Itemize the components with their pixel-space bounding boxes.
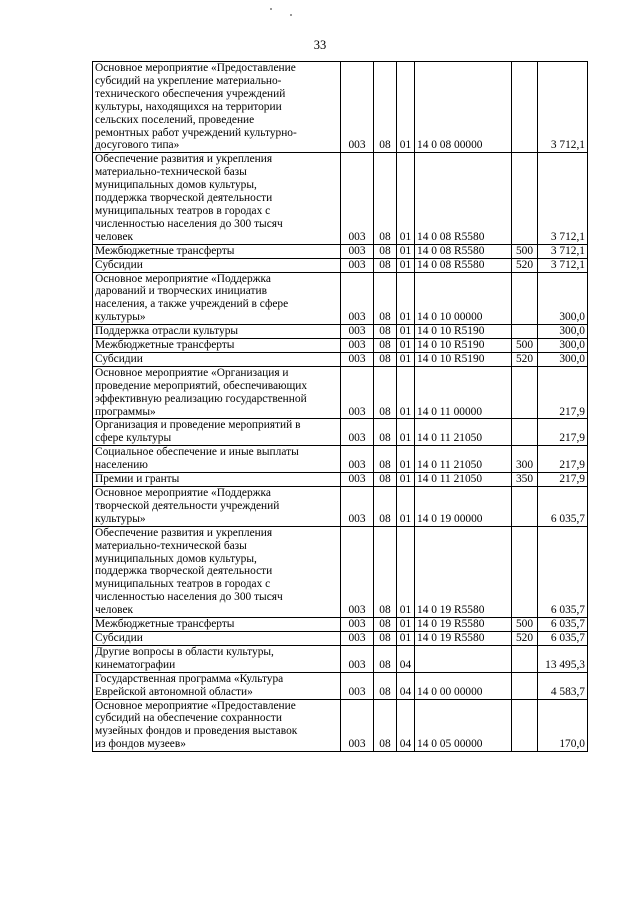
row-description [93, 631, 341, 645]
table-row [93, 526, 588, 617]
admin-code-cell: 003 [341, 473, 374, 487]
admin-code-cell: 003 [341, 352, 374, 366]
section-code-cell: 08 [374, 62, 397, 153]
description-line: муниципальных театров в городах с [95, 578, 271, 591]
admin-code-cell: 003 [341, 258, 374, 272]
target-article-cell: 14 0 11 21050 [415, 473, 512, 487]
description-line: Государственная программа «Культура [95, 672, 284, 685]
amount-cell: 300,0 [538, 339, 588, 353]
amount-cell: 13 495,3 [538, 645, 588, 672]
description-line: Основное мероприятие «Организация и [95, 366, 289, 379]
description-line: численностью населения до 300 тысяч [95, 591, 283, 604]
subsection-code-cell: 01 [397, 244, 415, 258]
subsection-code-cell: 01 [397, 487, 415, 527]
amount-cell: 300,0 [538, 325, 588, 339]
admin-code-cell: 003 [341, 272, 374, 325]
subsection-code-cell: 01 [397, 473, 415, 487]
section-code-cell: 08 [374, 672, 397, 699]
section-code-cell: 08 [374, 153, 397, 244]
expense-type-cell: 500 [512, 244, 538, 258]
subsection-code-cell: 01 [397, 526, 415, 617]
target-article-cell: 14 0 08 00000 [415, 62, 512, 153]
row-description [93, 153, 341, 244]
table-row [93, 352, 588, 366]
expense-type-cell [512, 526, 538, 617]
expense-type-cell: 520 [512, 631, 538, 645]
description-line: численностью населения до 300 тысяч [95, 217, 283, 230]
description-line: поддержка творческой деятельности [95, 192, 273, 205]
section-code-cell: 08 [374, 325, 397, 339]
row-description [93, 618, 341, 632]
expense-type-cell: 520 [512, 258, 538, 272]
section-code-cell: 08 [374, 339, 397, 353]
admin-code-cell: 003 [341, 339, 374, 353]
description-line: Организация и проведение мероприятий в [95, 419, 301, 432]
amount-cell: 3 712,1 [538, 62, 588, 153]
subsection-code-cell: 01 [397, 366, 415, 419]
description-line: из фондов музеев» [95, 738, 186, 751]
subsection-code-cell: 01 [397, 446, 415, 473]
table-row [93, 618, 588, 632]
description-line: музейных фондов и проведения выставок [95, 725, 298, 738]
section-code-cell: 08 [374, 366, 397, 419]
description-line: Обеспечение развития и укрепления [95, 526, 273, 539]
table-row [93, 446, 588, 473]
amount-cell: 217,9 [538, 473, 588, 487]
description-line: Обеспечение развития и укрепления [95, 153, 273, 166]
admin-code-cell: 003 [341, 325, 374, 339]
description-line: Основное мероприятие «Предоставление [95, 699, 296, 712]
row-description [93, 62, 341, 153]
subsection-code-cell: 04 [397, 699, 415, 752]
section-code-cell: 08 [374, 631, 397, 645]
description-line: Субсидии [95, 352, 143, 365]
target-article-cell: 14 0 10 00000 [415, 272, 512, 325]
amount-cell: 217,9 [538, 446, 588, 473]
row-description [93, 526, 341, 617]
section-code-cell: 08 [374, 487, 397, 527]
table-row [93, 672, 588, 699]
row-description [93, 352, 341, 366]
description-line: творческой деятельности учреждений [95, 499, 280, 512]
admin-code-cell: 003 [341, 526, 374, 617]
target-article-cell: 14 0 08 R5580 [415, 258, 512, 272]
admin-code-cell: 003 [341, 244, 374, 258]
target-article-cell: 14 0 10 R5190 [415, 339, 512, 353]
amount-cell: 3 712,1 [538, 153, 588, 244]
table-row [93, 153, 588, 244]
description-line: человек [95, 604, 134, 617]
description-line: материально-технической базы [95, 539, 247, 552]
expense-type-cell [512, 699, 538, 752]
expense-type-cell: 520 [512, 352, 538, 366]
description-line: Субсидии [95, 258, 143, 271]
amount-cell: 6 035,7 [538, 526, 588, 617]
description-line: поддержка творческой деятельности [95, 565, 273, 578]
amount-cell: 4 583,7 [538, 672, 588, 699]
subsection-code-cell: 01 [397, 419, 415, 446]
description-line: Социальное обеспечение и иные выплаты [95, 446, 299, 459]
expense-type-cell [512, 645, 538, 672]
description-line: Межбюджетные трансферты [95, 618, 235, 631]
row-description [93, 258, 341, 272]
target-article-cell: 14 0 05 00000 [415, 699, 512, 752]
description-line: населению [95, 459, 148, 472]
target-article-cell: 14 0 00 00000 [415, 672, 512, 699]
description-line: Основное мероприятие «Поддержка [95, 272, 271, 285]
admin-code-cell: 003 [341, 699, 374, 752]
admin-code-cell: 003 [341, 487, 374, 527]
amount-cell: 217,9 [538, 366, 588, 419]
section-code-cell: 08 [374, 699, 397, 752]
expense-type-cell [512, 153, 538, 244]
expense-type-cell [512, 487, 538, 527]
subsection-code-cell: 01 [397, 631, 415, 645]
description-line: эффективную реализацию государственной [95, 392, 307, 405]
description-line: программы» [95, 405, 156, 418]
target-article-cell: 14 0 19 R5580 [415, 526, 512, 617]
description-line: населения, а также учреждений в сфере [95, 298, 289, 311]
row-description [93, 473, 341, 487]
section-code-cell: 08 [374, 258, 397, 272]
section-code-cell: 08 [374, 526, 397, 617]
expense-type-cell [512, 672, 538, 699]
page-number: 33 [313, 38, 327, 52]
description-line: технического обеспечения учреждений [95, 87, 286, 100]
target-article-cell: 14 0 11 21050 [415, 446, 512, 473]
row-description [93, 672, 341, 699]
target-article-cell: 14 0 10 R5190 [415, 352, 512, 366]
amount-cell: 217,9 [538, 419, 588, 446]
target-article-cell: 14 0 10 R5190 [415, 325, 512, 339]
section-code-cell: 08 [374, 645, 397, 672]
expense-type-cell: 500 [512, 618, 538, 632]
description-line: муниципальных домов культуры, [95, 552, 257, 565]
table-row [93, 62, 588, 153]
description-line: Премии и гранты [95, 473, 180, 486]
description-line: дарований и творческих инициатив [95, 285, 267, 298]
subsection-code-cell: 01 [397, 618, 415, 632]
description-line: Другие вопросы в области культуры, [95, 645, 274, 658]
description-line: кинематографии [95, 658, 176, 671]
target-article-cell: 14 0 19 00000 [415, 487, 512, 527]
description-line: Межбюджетные трансферты [95, 339, 235, 352]
description-line: Основное мероприятие «Поддержка [95, 487, 271, 499]
subsection-code-cell: 01 [397, 325, 415, 339]
description-line: культуры» [95, 311, 146, 324]
admin-code-cell: 003 [341, 446, 374, 473]
subsection-code-cell: 01 [397, 352, 415, 366]
table-row [93, 487, 588, 527]
row-description [93, 487, 341, 527]
expense-type-cell [512, 272, 538, 325]
amount-cell: 3 712,1 [538, 258, 588, 272]
admin-code-cell: 003 [341, 672, 374, 699]
section-code-cell: 08 [374, 419, 397, 446]
table-row [93, 272, 588, 325]
description-line: Основное мероприятие «Предоставление [95, 62, 296, 74]
amount-cell: 170,0 [538, 699, 588, 752]
subsection-code-cell: 01 [397, 153, 415, 244]
subsection-code-cell: 04 [397, 672, 415, 699]
table-row [93, 339, 588, 353]
table-row [93, 258, 588, 272]
description-line: материально-технической базы [95, 166, 247, 179]
scan-speck [290, 14, 292, 16]
subsection-code-cell: 04 [397, 645, 415, 672]
description-line: сфере культуры [95, 432, 172, 445]
subsection-code-cell: 01 [397, 62, 415, 153]
admin-code-cell: 003 [341, 645, 374, 672]
admin-code-cell: 003 [341, 366, 374, 419]
admin-code-cell: 003 [341, 419, 374, 446]
subsection-code-cell: 01 [397, 339, 415, 353]
description-line: Еврейской автономной области» [95, 685, 253, 698]
row-description [93, 419, 341, 446]
admin-code-cell: 003 [341, 153, 374, 244]
amount-cell: 300,0 [538, 352, 588, 366]
description-line: проведение мероприятий, обеспечивающих [95, 379, 308, 392]
row-description [93, 244, 341, 258]
target-article-cell: 14 0 11 21050 [415, 419, 512, 446]
table-row [93, 325, 588, 339]
description-line: муниципальных театров в городах с [95, 204, 271, 217]
row-description [93, 366, 341, 419]
table-row [93, 473, 588, 487]
expense-type-cell: 500 [512, 339, 538, 353]
expense-type-cell [512, 325, 538, 339]
description-line: субсидий на обеспечение сохранности [95, 712, 282, 725]
row-description [93, 446, 341, 473]
target-article-cell: 14 0 19 R5580 [415, 631, 512, 645]
admin-code-cell: 003 [341, 618, 374, 632]
row-description [93, 325, 341, 339]
table-row [93, 419, 588, 446]
target-article-cell: 14 0 11 00000 [415, 366, 512, 419]
subsection-code-cell: 01 [397, 258, 415, 272]
description-line: сельских поселений, проведение [95, 113, 255, 126]
section-code-cell: 08 [374, 244, 397, 258]
row-description [93, 699, 341, 752]
target-article-cell [415, 645, 512, 672]
description-line: досугового типа» [95, 139, 180, 152]
admin-code-cell: 003 [341, 62, 374, 153]
table-row [93, 631, 588, 645]
section-code-cell: 08 [374, 446, 397, 473]
description-line: Субсидии [95, 631, 143, 644]
section-code-cell: 08 [374, 272, 397, 325]
amount-cell: 6 035,7 [538, 618, 588, 632]
description-line: субсидий на укрепление материально- [95, 74, 282, 87]
section-code-cell: 08 [374, 352, 397, 366]
expense-type-cell: 300 [512, 446, 538, 473]
description-line: человек [95, 230, 134, 243]
description-line: Межбюджетные трансферты [95, 244, 235, 257]
budget-table-body [93, 62, 588, 752]
table-row [93, 244, 588, 258]
subsection-code-cell: 01 [397, 272, 415, 325]
row-description [93, 272, 341, 325]
expense-type-cell [512, 419, 538, 446]
row-description [93, 645, 341, 672]
amount-cell: 300,0 [538, 272, 588, 325]
row-description [93, 339, 341, 353]
section-code-cell: 08 [374, 618, 397, 632]
expense-type-cell: 350 [512, 473, 538, 487]
description-line: Поддержка отрасли культуры [95, 325, 239, 338]
target-article-cell: 14 0 19 R5580 [415, 618, 512, 632]
description-line: культуры» [95, 512, 146, 525]
target-article-cell: 14 0 08 R5580 [415, 244, 512, 258]
section-code-cell: 08 [374, 473, 397, 487]
description-line: культуры, находящихся на территории [95, 100, 282, 113]
table-row [93, 645, 588, 672]
amount-cell: 6 035,7 [538, 631, 588, 645]
amount-cell: 6 035,7 [538, 487, 588, 527]
budget-table [92, 61, 588, 752]
admin-code-cell: 003 [341, 631, 374, 645]
scan-speck [270, 8, 272, 10]
table-row [93, 699, 588, 752]
expense-type-cell [512, 62, 538, 153]
description-line: ремонтных работ учреждений культурно- [95, 126, 297, 139]
expense-type-cell [512, 366, 538, 419]
table-row [93, 366, 588, 419]
amount-cell: 3 712,1 [538, 244, 588, 258]
description-line: муниципальных домов культуры, [95, 179, 257, 192]
target-article-cell: 14 0 08 R5580 [415, 153, 512, 244]
